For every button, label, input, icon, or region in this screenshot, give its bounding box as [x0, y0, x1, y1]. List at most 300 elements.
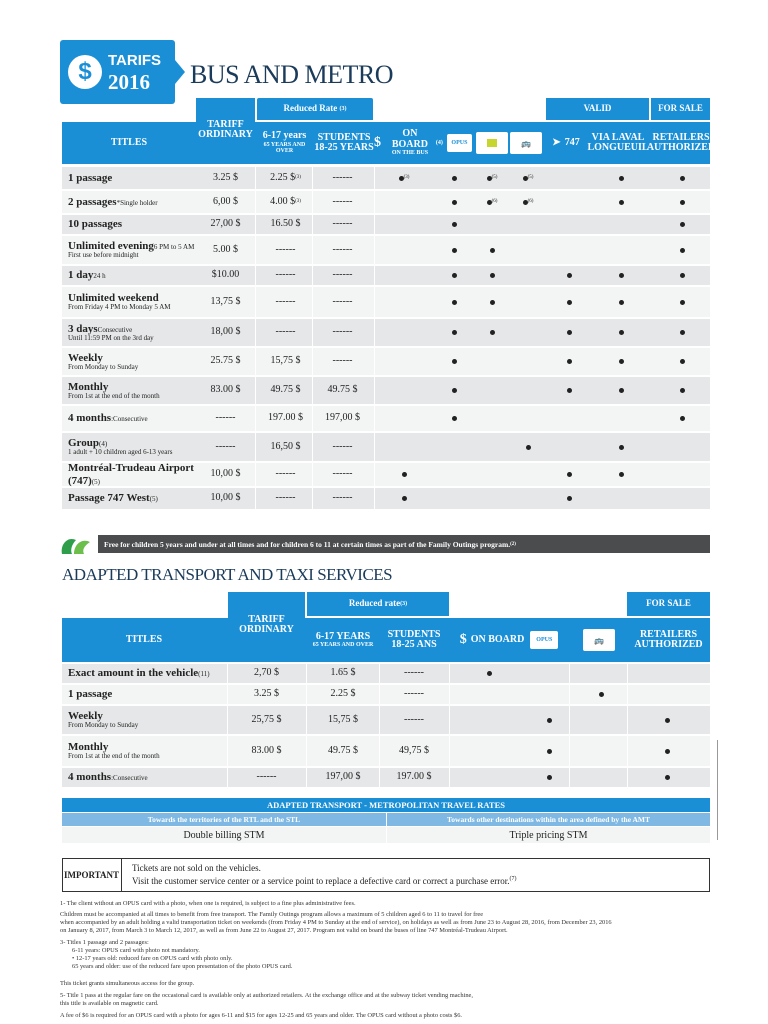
column-divider: [627, 685, 628, 704]
availability-mark: [444, 406, 464, 431]
table-row: [62, 664, 710, 684]
availability-mark: [672, 377, 692, 404]
dot-icon: [680, 416, 685, 421]
footnote-line: Children must be accompanied at all times to benefit from free transport. The Family Outings program allows a maximum of 5 children aged 6 to 11 to travel for free: [60, 911, 484, 918]
reduced-rate-group: Reduced Rate (3): [257, 98, 373, 120]
column-divider: [569, 685, 570, 704]
ticket-icon: [476, 132, 508, 154]
column-divider: [449, 768, 450, 787]
row-title-line: [68, 323, 198, 335]
cell-students: ------: [404, 688, 424, 700]
row-title: [68, 736, 228, 766]
table-row: [62, 736, 710, 767]
column-divider: [255, 433, 256, 461]
cell-reduced: [257, 319, 314, 346]
availability-mark: [657, 706, 677, 734]
dot-icon: [680, 388, 685, 393]
column-divider: [312, 167, 313, 189]
cell-reduced: [257, 406, 314, 431]
column-divider: [312, 215, 313, 234]
column-divider: [379, 768, 380, 787]
availability-mark: [479, 664, 499, 683]
cell-ordinary-text: 13,75 $: [210, 295, 241, 307]
availability-mark: [444, 236, 464, 264]
row-title-line: [68, 196, 198, 208]
dot-icon: [567, 496, 572, 501]
availability-mark: [611, 433, 631, 461]
row-subtitle: From Monday to Sunday: [68, 362, 139, 371]
metro-left-head: Towards the territories of the RTL and the STL: [62, 813, 386, 826]
dot-icon: [402, 496, 407, 501]
dot-icon: [452, 200, 457, 205]
column-divider: [627, 768, 628, 787]
row-title-line: [68, 381, 198, 393]
cell-reduced: 15,75 $: [328, 713, 358, 725]
availability-mark: [444, 348, 464, 375]
column-divider: [379, 685, 380, 704]
row-title-text: Weekly: [68, 710, 103, 723]
dot-icon: [680, 222, 685, 227]
dot-icon: [452, 388, 457, 393]
column-divider: [255, 287, 256, 317]
availability-mark: [559, 266, 579, 285]
row-title-text: 2 passages: [68, 195, 117, 208]
column-divider: [374, 488, 375, 509]
availability-mark: [672, 348, 692, 375]
availability-mark: [444, 319, 464, 346]
footnote-line: • 12-17 years old: reduced fare on OPUS card with photo only.: [72, 955, 233, 962]
cell-reduced-text: 197.00 $: [268, 412, 303, 424]
cell-reduced: [257, 236, 314, 264]
row-title-text: 1 day: [68, 269, 94, 282]
cell-students-text: ------: [332, 468, 353, 480]
row-title-line: [68, 688, 228, 700]
cell-reduced: [257, 266, 314, 285]
column-divider: [312, 488, 313, 509]
footnote-line: this title is available on magnetic card.: [60, 1000, 159, 1007]
dot-note: (6): [491, 199, 498, 205]
column-divider: [255, 348, 256, 375]
footnote-line: on January 8, 2017, from March 3 to March 12, 2017, as well as from June 22 to August 27, 2017. Program not valid on board the buses of line 747 Montréal-Trudeau Airport.: [60, 927, 508, 934]
cell-students: [314, 488, 371, 509]
availability-mark: [444, 377, 464, 404]
availability-mark: [444, 287, 464, 317]
cell-reduced: [257, 348, 314, 375]
dot-icon: [490, 300, 495, 305]
dot-icon: [680, 176, 685, 181]
col-titles: TITLES: [110, 136, 148, 148]
cell-note: (3): [295, 175, 301, 181]
availability-mark: [518, 191, 538, 213]
row-subtitle: From 1st at the end of the month: [68, 391, 160, 400]
column-divider: [374, 463, 375, 486]
cell-students: [314, 377, 371, 404]
cell-note: (3): [295, 199, 301, 205]
column-divider: [627, 736, 628, 766]
availability-mark: [482, 236, 502, 264]
adapted-col-ordinary: TARIFF ORDINARY: [239, 613, 294, 635]
row-title-text: Passage 747 West: [68, 492, 150, 505]
column-divider: [374, 167, 375, 189]
row-title: [68, 377, 198, 404]
bus-card-icon: 🚌: [583, 629, 615, 651]
cell-reduced-text: 4.00 $: [270, 195, 296, 207]
column-divider: [227, 736, 228, 766]
cell-students-text: ------: [332, 326, 353, 338]
dot-icon: [402, 472, 407, 477]
dollar-icon: $: [68, 55, 102, 89]
important-line2: Visit the customer service center or a service point to replace a defective card or correct a purchase error.$^{(7)}$: [132, 876, 517, 886]
cell-ordinary-text: $10.00: [211, 269, 240, 281]
column-divider: [569, 706, 570, 734]
row-title: [68, 215, 198, 234]
availability-mark: [611, 287, 631, 317]
col-retail: RETAILERS AUTHORIZED: [646, 131, 716, 153]
row-title: [68, 266, 198, 285]
adapted-col-retail: RETAILERS AUTHORIZED: [634, 628, 703, 650]
column-divider: [374, 215, 375, 234]
cell-reduced: [257, 287, 314, 317]
cell-ordinary: 3.25 $: [254, 688, 279, 700]
cell-reduced-text: ------: [275, 243, 296, 255]
footnote-line: 5- Title 1 pass at the regular fare on the occasional card is available only at authorized retailers. At the exchange office and at the subway ticket vending machine,: [60, 992, 473, 999]
footnote-line: 65 years and older: use of the reduced fare upon presentation of the photo OPUS card.: [72, 963, 293, 970]
tarifs-label: TARIFS: [108, 52, 162, 69]
column-divider: [227, 664, 228, 683]
availability-mark: [444, 191, 464, 213]
cell-students: [314, 433, 371, 461]
dot-icon: [619, 359, 624, 364]
table-row: [62, 266, 710, 286]
table-row: [62, 768, 710, 788]
column-divider: [255, 406, 256, 431]
row-title-line: [68, 352, 198, 364]
adapted-title: ADAPTED TRANSPORT AND TAXI SERVICES: [62, 565, 393, 584]
availability-mark: [559, 319, 579, 346]
column-divider: [306, 685, 307, 704]
cell-reduced: 49.75 $: [328, 744, 358, 756]
cell-ordinary: 25,75 $: [251, 713, 282, 725]
row-title-text: 10 passages: [68, 218, 123, 231]
col-onboard: $ ON BOARD ON THE BUS (4) OPUS: [374, 122, 472, 164]
column-divider: [374, 319, 375, 346]
row-title: [68, 463, 198, 486]
cell-ordinary: [196, 215, 255, 234]
cell-reduced-text: 15,75 $: [270, 355, 301, 367]
cell-students: [314, 348, 371, 375]
availability-mark: [657, 736, 677, 766]
cell-students-text: ------: [332, 269, 353, 281]
table-row: [62, 167, 710, 190]
row-title-line: [68, 269, 198, 281]
column-divider: [627, 706, 628, 734]
cell-reduced-text: ------: [275, 468, 296, 480]
cell-ordinary: [196, 406, 255, 431]
adapted-reduced-group: Reduced rate (3): [307, 592, 449, 616]
dot-icon: [619, 200, 624, 205]
column-divider: [449, 685, 450, 704]
column-divider: [255, 266, 256, 285]
cell-ordinary: 2,70 $: [254, 667, 279, 679]
availability-mark: [611, 348, 631, 375]
column-divider: [374, 287, 375, 317]
column-divider: [255, 488, 256, 509]
plane-icon: ➤: [552, 136, 561, 148]
column-divider: [627, 664, 628, 683]
dot-note: (5): [527, 175, 534, 181]
column-divider: [255, 463, 256, 486]
cell-ordinary: [196, 167, 255, 189]
availability-mark: [482, 167, 502, 189]
bus-card-icon: 🚌: [510, 132, 542, 154]
row-title-inline: Consecutive: [97, 325, 133, 334]
dot-icon: [680, 330, 685, 335]
tarifs-year: 2016: [108, 70, 150, 94]
dot-icon: [452, 222, 457, 227]
dot-icon: [619, 472, 624, 477]
row-title: [68, 319, 198, 346]
availability-mark: [559, 377, 579, 404]
adapted-col-titles: TITLES: [125, 633, 163, 645]
availability-mark: [394, 488, 414, 509]
row-subtitle: Until 11:59 PM on the 3rd day: [68, 333, 154, 342]
opus-card-icon: OPUS: [447, 134, 472, 152]
dot-icon: [547, 718, 552, 723]
dot-icon: [547, 775, 552, 780]
dot-icon: [665, 749, 670, 754]
cell-students-text: ------: [332, 440, 353, 452]
availability-mark: [482, 266, 502, 285]
dot-icon: [619, 330, 624, 335]
row-subtitle: 1 adult + 10 children aged 6-13 years: [68, 448, 173, 457]
adapted-table-header: [62, 613, 710, 662]
column-divider: [312, 287, 313, 317]
cell-ordinary: [196, 191, 255, 213]
family-icon: [58, 530, 94, 558]
cell-students: [314, 406, 371, 431]
availability-mark: [591, 685, 611, 704]
dot-icon: [619, 388, 624, 393]
metro-right-head: Towards other destinations within the area defined by the AMT: [387, 813, 710, 826]
row-title-text: Unlimited evening: [68, 240, 154, 253]
availability-mark: [394, 463, 414, 486]
row-title-inline: (5): [91, 477, 100, 486]
dot-icon: [567, 472, 572, 477]
dot-icon: [452, 359, 457, 364]
availability-mark: [611, 167, 631, 189]
column-divider: [255, 191, 256, 213]
cell-students: [314, 266, 371, 285]
cell-ordinary-text: 10,00 $: [210, 492, 241, 504]
row-title-text: Unlimited weekend: [68, 292, 159, 305]
availability-mark: [672, 319, 692, 346]
dot-icon: [680, 300, 685, 305]
cell-students-text: 197,00 $: [325, 412, 360, 424]
dot-icon: [490, 273, 495, 278]
cell-ordinary-text: 6,00 $: [213, 195, 238, 207]
cell-ordinary: [196, 236, 255, 264]
availability-mark: [672, 406, 692, 431]
cell-ordinary: ------: [256, 771, 277, 783]
availability-mark: [518, 167, 538, 189]
row-title-inline: (5): [149, 495, 158, 504]
column-divider: [449, 664, 450, 683]
side-code: [714, 740, 720, 840]
forsale-group: FOR SALE: [651, 98, 710, 120]
cell-ordinary: [196, 488, 255, 509]
column-divider: [374, 191, 375, 213]
cell-students: ------: [404, 713, 424, 725]
column-divider: [312, 433, 313, 461]
availability-mark: [539, 706, 559, 734]
row-title-text: Exact amount in the vehicle: [68, 667, 199, 680]
column-divider: [227, 685, 228, 704]
cell-students: [314, 236, 371, 264]
cell-students-text: ------: [332, 243, 353, 255]
cell-students-text: ------: [332, 295, 353, 307]
adapted-col-students: STUDENTS 18-25 ANS: [387, 628, 441, 650]
availability-mark: [444, 167, 464, 189]
availability-mark: [559, 463, 579, 486]
availability-mark: [611, 319, 631, 346]
column-divider: [255, 215, 256, 234]
dot-icon: [680, 248, 685, 253]
table-row: [62, 319, 710, 347]
row-title-inline: 6 PM to 5 AM: [153, 243, 195, 252]
row-title-line: [68, 462, 198, 486]
cell-ordinary-text: 27,00 $: [210, 218, 241, 230]
cell-reduced: 1.65 $: [330, 667, 356, 679]
adapted-col-617: 6-17 YEARS 65 YEARS AND OVER: [312, 630, 374, 649]
availability-mark: [444, 266, 464, 285]
row-title: [68, 664, 228, 683]
row-title: [68, 768, 228, 787]
dot-icon: [490, 330, 495, 335]
row-title-text: Group: [68, 437, 99, 450]
cell-students: [314, 191, 371, 213]
cell-students-text: ------: [332, 355, 353, 367]
cell-ordinary: [196, 433, 255, 461]
column-divider: [379, 736, 380, 766]
availability-mark: [611, 377, 631, 404]
footnote-line: A fee of $6 is required for an OPUS card with a photo for ages 6-11 and $15 for ages 12-25 and 65 years and older. The OPUS card without a photo costs $6.: [60, 1012, 462, 1019]
cell-students: [314, 463, 371, 486]
dot-icon: [619, 445, 624, 450]
column-divider: [306, 736, 307, 766]
column-divider: [449, 706, 450, 734]
col-ordinary: TARIFF ORDINARY: [198, 118, 253, 140]
column-divider: [374, 236, 375, 264]
row-title: [68, 706, 228, 734]
availability-mark: [539, 736, 559, 766]
table-row: [62, 406, 710, 432]
row-subtitle: From 1st at the end of the month: [68, 752, 160, 761]
column-divider: [374, 266, 375, 285]
col-students: STUDENTS 18-25 YEARS: [314, 131, 374, 153]
dot-note: (3): [403, 175, 410, 181]
row-title: [68, 406, 198, 431]
cell-ordinary-text: 10,00 $: [210, 468, 241, 480]
column-divider: [569, 768, 570, 787]
dot-icon: [526, 445, 531, 450]
availability-mark: [394, 167, 414, 189]
coins-icon: $: [374, 134, 381, 150]
row-title-text: 3 days: [68, 322, 98, 335]
cell-students: [314, 287, 371, 317]
cell-ordinary: 83.00 $: [251, 744, 282, 756]
row-title-text: Montréal-Trudeau Airport (747): [68, 462, 194, 487]
col-617: 6-17 years 65 YEARS AND OVER: [262, 130, 307, 155]
cell-reduced: 197,00 $: [325, 771, 361, 783]
column-divider: [379, 706, 380, 734]
availability-mark: [539, 768, 559, 787]
dot-icon: [567, 300, 572, 305]
important-line1: Tickets are not sold on the vehicles.: [132, 863, 261, 873]
row-title-inline: :Consecutive: [111, 415, 148, 424]
cell-reduced-text: ------: [275, 295, 296, 307]
metro-left-value: Double billing STM: [62, 827, 386, 843]
row-title-text: Monthly: [68, 380, 109, 393]
dot-icon: [619, 273, 624, 278]
dot-icon: [665, 775, 670, 780]
bus-table-header: [62, 118, 716, 164]
availability-mark: [611, 463, 631, 486]
cell-reduced: [257, 215, 314, 234]
footnote-line: 3- Titles 1 passage and 2 passages:: [60, 939, 149, 946]
column-divider: [312, 348, 313, 375]
row-title-text: Monthly: [68, 741, 109, 754]
column-divider: [449, 736, 450, 766]
column-divider: [374, 377, 375, 404]
availability-mark: [482, 287, 502, 317]
availability-mark: [559, 287, 579, 317]
cell-reduced-text: ------: [275, 492, 296, 504]
column-divider: [255, 167, 256, 189]
cell-ordinary-text: ------: [215, 412, 236, 424]
availability-mark: [444, 215, 464, 234]
dot-icon: [680, 200, 685, 205]
cell-reduced-text: ------: [275, 269, 296, 281]
availability-mark: [657, 768, 677, 787]
free-banner: Free for children 5 years and under at all times and for children 6 to 11 at certain times as part of the Family Outings program. (2): [98, 535, 710, 553]
opus-card-icon: OPUS: [530, 631, 558, 649]
footnote-line: This ticket grants simultaneous access for the group.: [60, 980, 195, 987]
column-divider: [255, 377, 256, 404]
cell-reduced-text: 16,50 $: [270, 440, 301, 452]
dot-icon: [680, 359, 685, 364]
dot-icon: [452, 273, 457, 278]
cell-reduced: [257, 191, 314, 213]
column-divider: [379, 664, 380, 683]
adapted-forsale-group: FOR SALE: [627, 592, 710, 616]
column-divider: [255, 319, 256, 346]
cell-ordinary-text: 5.00 $: [213, 243, 238, 255]
cell-students: [314, 167, 371, 189]
column-divider: [306, 664, 307, 683]
column-divider: [374, 433, 375, 461]
row-title-text: 4 months: [68, 412, 112, 425]
cell-students: 49,75 $: [399, 744, 429, 756]
table-row: [62, 685, 710, 705]
dot-icon: [452, 248, 457, 253]
row-title-line: [68, 412, 198, 424]
availability-mark: [482, 319, 502, 346]
column-divider: [306, 706, 307, 734]
table-row: [62, 706, 710, 735]
availability-mark: [482, 191, 502, 213]
availability-mark: [559, 348, 579, 375]
column-divider: [312, 463, 313, 486]
